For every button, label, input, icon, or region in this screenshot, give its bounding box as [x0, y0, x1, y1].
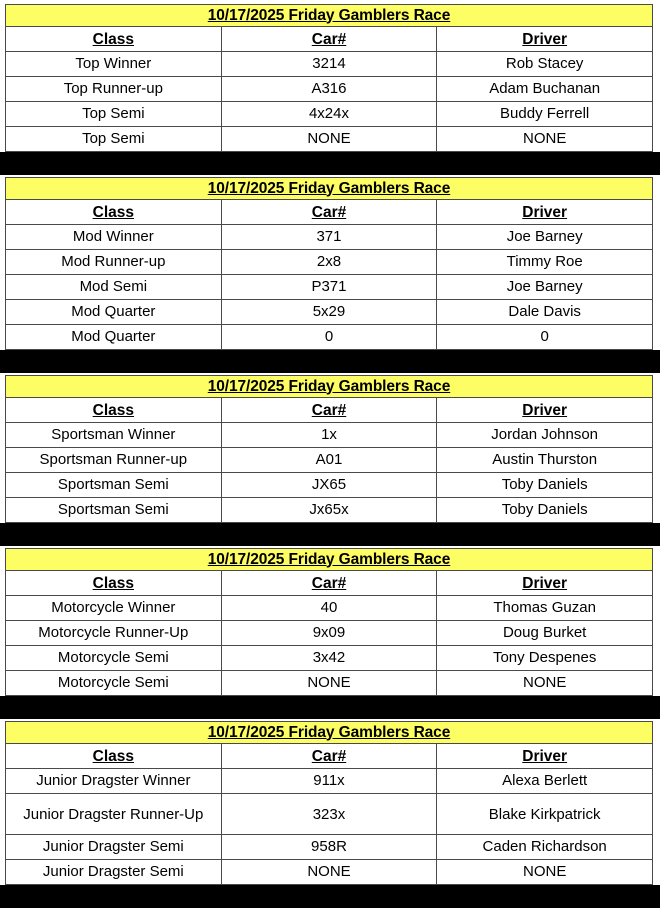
- cell-class: Mod Winner: [6, 225, 222, 250]
- table-title-row: [6, 178, 653, 200]
- cell-driver: Toby Daniels: [437, 473, 653, 498]
- table-header-row: [6, 27, 653, 52]
- cell-driver: Caden Richardson: [437, 835, 653, 860]
- cell-class: Sportsman Winner: [6, 423, 222, 448]
- table-header-row: [6, 571, 653, 596]
- results-table: [5, 4, 653, 152]
- cell-class: Motorcycle Winner: [6, 596, 222, 621]
- table-title-row: [6, 549, 653, 571]
- cell-driver: NONE: [437, 127, 653, 152]
- table-row: [6, 102, 653, 127]
- cell-car-number: A01: [221, 448, 437, 473]
- cell-driver: Buddy Ferrell: [437, 102, 653, 127]
- cell-car-number: NONE: [221, 671, 437, 696]
- cell-car-number: P371: [221, 275, 437, 300]
- cell-class: Sportsman Semi: [6, 498, 222, 523]
- table-row: [6, 77, 653, 102]
- cell-driver: Toby Daniels: [437, 498, 653, 523]
- table-row: [6, 794, 653, 835]
- table-row: [6, 300, 653, 325]
- cell-class: Sportsman Runner-up: [6, 448, 222, 473]
- table-row: [6, 250, 653, 275]
- column-header-car: Car#: [221, 398, 437, 423]
- cell-driver: Thomas Guzan: [437, 596, 653, 621]
- table-row: [6, 448, 653, 473]
- table-row: [6, 671, 653, 696]
- cell-driver: Timmy Roe: [437, 250, 653, 275]
- cell-car-number: 911x: [221, 769, 437, 794]
- cell-car-number: 4x24x: [221, 102, 437, 127]
- table-row: [6, 596, 653, 621]
- table-row: [6, 275, 653, 300]
- column-header-driver: Driver: [437, 27, 653, 52]
- cell-driver: Rob Stacey: [437, 52, 653, 77]
- table-row: [6, 127, 653, 152]
- table-row: [6, 646, 653, 671]
- table-row: [6, 423, 653, 448]
- cell-class: Mod Semi: [6, 275, 222, 300]
- table-row: [6, 225, 653, 250]
- table-header-row: [6, 398, 653, 423]
- cell-driver: Alexa Berlett: [437, 769, 653, 794]
- cell-car-number: 371: [221, 225, 437, 250]
- cell-car-number: 40: [221, 596, 437, 621]
- cell-class: Junior Dragster Semi: [6, 860, 222, 885]
- cell-car-number: 0: [221, 325, 437, 350]
- column-header-car: Car#: [221, 27, 437, 52]
- table-row: [6, 498, 653, 523]
- table-title: 10/17/2025 Friday Gamblers Race: [6, 5, 653, 27]
- cell-driver: Adam Buchanan: [437, 77, 653, 102]
- cell-driver: Blake Kirkpatrick: [437, 794, 653, 835]
- table-row: [6, 325, 653, 350]
- cell-class: Motorcycle Semi: [6, 646, 222, 671]
- cell-class: Motorcycle Semi: [6, 671, 222, 696]
- table-title-row: [6, 722, 653, 744]
- cell-car-number: 2x8: [221, 250, 437, 275]
- column-header-class: Class: [6, 27, 222, 52]
- results-table: [5, 177, 653, 350]
- cell-class: Junior Dragster Winner: [6, 769, 222, 794]
- cell-class: Top Winner: [6, 52, 222, 77]
- column-header-driver: Driver: [437, 200, 653, 225]
- cell-driver: 0: [437, 325, 653, 350]
- cell-car-number: Jx65x: [221, 498, 437, 523]
- table-title: 10/17/2025 Friday Gamblers Race: [6, 549, 653, 571]
- results-table: [5, 375, 653, 523]
- cell-car-number: 5x29: [221, 300, 437, 325]
- section-separator: [0, 523, 660, 546]
- column-header-driver: Driver: [437, 398, 653, 423]
- table-row: [6, 52, 653, 77]
- cell-class: Junior Dragster Semi: [6, 835, 222, 860]
- column-header-class: Class: [6, 571, 222, 596]
- cell-car-number: 3x42: [221, 646, 437, 671]
- section-separator: [0, 152, 660, 175]
- cell-class: Top Semi: [6, 102, 222, 127]
- cell-driver: NONE: [437, 860, 653, 885]
- table-header-row: [6, 744, 653, 769]
- cell-car-number: 958R: [221, 835, 437, 860]
- cell-driver: Tony Despenes: [437, 646, 653, 671]
- table-title: 10/17/2025 Friday Gamblers Race: [6, 722, 653, 744]
- cell-class: Top Runner-up: [6, 77, 222, 102]
- section-separator: [0, 350, 660, 373]
- table-row: [6, 621, 653, 646]
- cell-class: Mod Quarter: [6, 300, 222, 325]
- column-header-car: Car#: [221, 200, 437, 225]
- section-separator: [0, 696, 660, 719]
- results-table: [5, 721, 653, 885]
- table-title: 10/17/2025 Friday Gamblers Race: [6, 376, 653, 398]
- column-header-driver: Driver: [437, 571, 653, 596]
- cell-car-number: 9x09: [221, 621, 437, 646]
- table-row: [6, 769, 653, 794]
- cell-driver: Jordan Johnson: [437, 423, 653, 448]
- column-header-class: Class: [6, 744, 222, 769]
- table-row: [6, 860, 653, 885]
- results-table: [5, 548, 653, 696]
- table-title-row: [6, 376, 653, 398]
- cell-class: Motorcycle Runner-Up: [6, 621, 222, 646]
- cell-car-number: 1x: [221, 423, 437, 448]
- table-title-row: [6, 5, 653, 27]
- cell-class: Mod Runner-up: [6, 250, 222, 275]
- table-header-row: [6, 200, 653, 225]
- cell-class: Top Semi: [6, 127, 222, 152]
- table-row: [6, 473, 653, 498]
- cell-car-number: 323x: [221, 794, 437, 835]
- column-header-driver: Driver: [437, 744, 653, 769]
- column-header-class: Class: [6, 200, 222, 225]
- cell-car-number: NONE: [221, 127, 437, 152]
- column-header-car: Car#: [221, 571, 437, 596]
- cell-car-number: 3214: [221, 52, 437, 77]
- cell-class: Sportsman Semi: [6, 473, 222, 498]
- cell-car-number: A316: [221, 77, 437, 102]
- column-header-car: Car#: [221, 744, 437, 769]
- cell-driver: Joe Barney: [437, 275, 653, 300]
- table-row: [6, 835, 653, 860]
- cell-driver: Dale Davis: [437, 300, 653, 325]
- cell-car-number: NONE: [221, 860, 437, 885]
- table-title: 10/17/2025 Friday Gamblers Race: [6, 178, 653, 200]
- cell-driver: Doug Burket: [437, 621, 653, 646]
- cell-class: Mod Quarter: [6, 325, 222, 350]
- cell-driver: Joe Barney: [437, 225, 653, 250]
- cell-driver: Austin Thurston: [437, 448, 653, 473]
- cell-class: Junior Dragster Runner-Up: [6, 794, 222, 835]
- cell-car-number: JX65: [221, 473, 437, 498]
- column-header-class: Class: [6, 398, 222, 423]
- cell-driver: NONE: [437, 671, 653, 696]
